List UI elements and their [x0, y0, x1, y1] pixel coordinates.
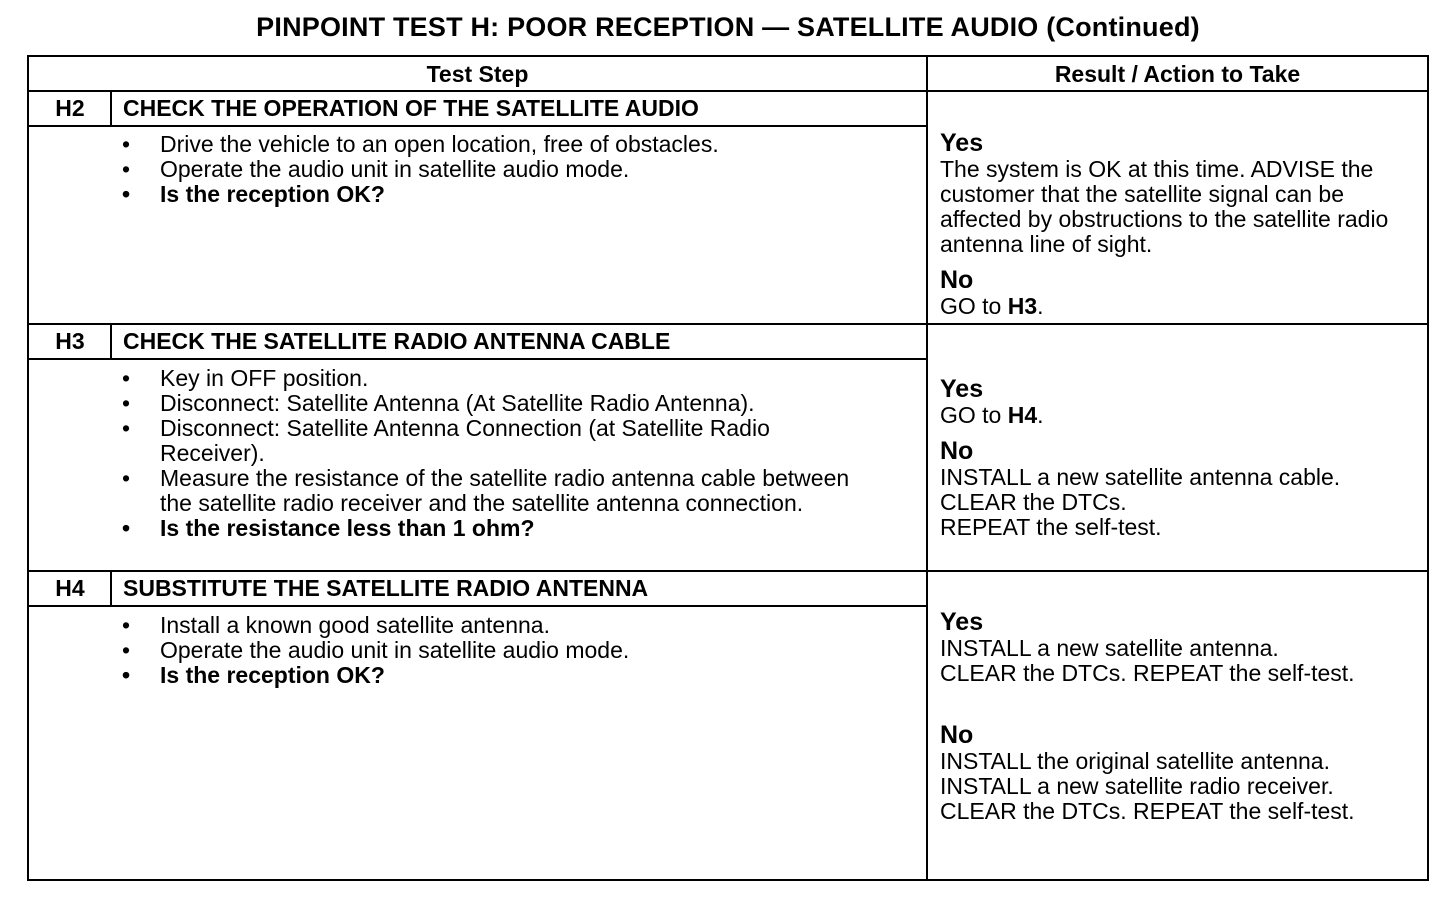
step-h2-result [940, 130, 1418, 319]
yes-action-line: CLEAR the DTCs. REPEAT the self-test. [940, 660, 1355, 686]
yes-action: The system is OK at this time. ADVISE the customer that the satellite signal can be affected by obstructions to the satellite radio antenna line of sight. [940, 156, 1389, 257]
instruction-item: • Install a known good satellite antenna. [122, 613, 862, 638]
instruction-question: • Is the resistance less than 1 ohm? [122, 516, 852, 541]
no-label: No [940, 721, 974, 749]
yes-label: Yes [940, 608, 984, 636]
instruction-item: • Operate the audio unit in satellite audio mode. [122, 157, 862, 182]
step-title-h4: SUBSTITUTE THE SATELLITE RADIO ANTENNA [123, 575, 649, 601]
step-h4-instructions [122, 613, 862, 688]
no-action-line: CLEAR the DTCs. REPEAT the self-test. [940, 798, 1355, 824]
goto-step-link: H4 [1007, 402, 1038, 428]
instruction-item: • Measure the resistance of the satellite radio antenna cable between the satellite radio receiver and the satellite antenna connection. [122, 466, 852, 516]
instruction-question: • Is the reception OK? [122, 663, 862, 688]
page-title: PINPOINT TEST H: POOR RECEPTION — SATELLITE AUDIO (Continued) [256, 12, 1200, 42]
step-title-rule [27, 358, 928, 360]
no-action-line: CLEAR the DTCs. [940, 489, 1127, 515]
no-label: No [940, 266, 974, 294]
no-action-line: INSTALL a new satellite radio receiver. [940, 773, 1334, 799]
no-label: No [940, 437, 974, 465]
no-action-line: INSTALL the original satellite antenna. [940, 748, 1330, 774]
step-h4-result [940, 609, 1420, 824]
header-result: Result / Action to Take [1054, 61, 1301, 87]
column-divider [926, 55, 928, 881]
header-test-step: Test Step [426, 61, 529, 87]
step-title-h2: CHECK THE OPERATION OF THE SATELLITE AUDIO [123, 95, 699, 121]
instruction-question: • Is the reception OK? [122, 182, 862, 207]
instruction-item: • Key in OFF position. [122, 366, 852, 391]
step-title-h3: CHECK THE SATELLITE RADIO ANTENNA CABLE [123, 328, 671, 354]
step-title-rule [27, 605, 928, 607]
yes-label: Yes [940, 375, 984, 403]
step-id-h3: H3 [55, 328, 85, 354]
step-id-h4: H4 [55, 575, 85, 601]
yes-label: Yes [940, 129, 984, 157]
instruction-item: • Drive the vehicle to an open location, free of obstacles. [122, 132, 862, 157]
step-h2-instructions [122, 132, 862, 207]
instruction-item: • Disconnect: Satellite Antenna (At Satellite Radio Antenna). [122, 391, 852, 416]
step-h3-result [940, 376, 1420, 540]
step-h3-instructions [122, 366, 852, 541]
step-title-rule [27, 125, 928, 127]
no-action-line: INSTALL a new satellite antenna cable. [940, 464, 1341, 490]
instruction-item: • Operate the audio unit in satellite audio mode. [122, 638, 862, 663]
yes-action: GO to H4. [940, 402, 1044, 428]
yes-action-line: INSTALL a new satellite antenna. [940, 635, 1279, 661]
goto-step-link: H3 [1007, 293, 1038, 319]
instruction-item: • Disconnect: Satellite Antenna Connection (at Satellite Radio Receiver). [122, 416, 852, 466]
no-action: GO to H3. [940, 293, 1044, 319]
no-action-line: REPEAT the self-test. [940, 514, 1162, 540]
step-id-h2: H2 [55, 95, 85, 121]
